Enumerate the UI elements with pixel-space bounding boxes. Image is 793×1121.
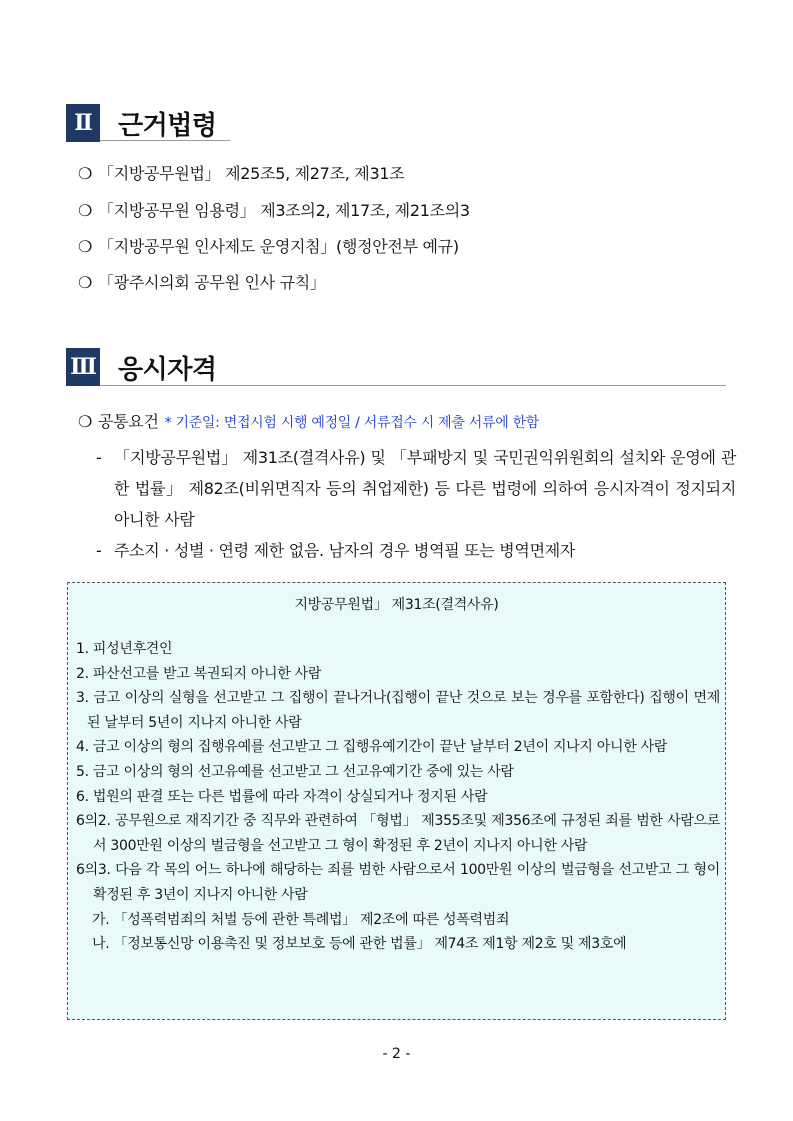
law-item: ❍ 「지방공무원법」 제25조5, 제27조, 제31조: [78, 164, 405, 183]
bullet-circle-icon: ❍: [78, 237, 93, 256]
list-item: 4. 금고 이상의 형의 집행유예를 선고받고 그 집행유예기간이 끝난 날부터 2년이 지나지 아니한 사람: [76, 739, 668, 756]
list-item: 5. 금고 이상의 형의 선고유예를 선고받고 그 선고유예기간 중에 있는 사람: [76, 763, 514, 780]
requirement-item: - 「지방공무원법」 제31조(결격사유) 및 「부패방지 및 국민권익위원회의 설치와 운영에 관한 법률」 제82조(비위면직자 등의 취업제한) 등 다른 법령에 의하여 응시자격이 정지되지 아니한 사람: [96, 442, 736, 535]
list-item: 1. 피성년후견인: [76, 641, 173, 657]
bullet-circle-icon: ❍: [78, 273, 93, 292]
section-3-underline: [100, 385, 726, 386]
list-item: 3. 금고 이상의 실형을 선고받고 그 집행이 끝나거나(집행이 끝난 것으로 보는 경우를 포함한다) 집행이 면제된 날부터 5년이 지나지 아니한 사람: [76, 690, 720, 731]
bullet-circle-icon: ❍: [78, 164, 93, 183]
list-item: 6. 법원의 판결 또는 다른 법률에 따라 자격이 상실되거나 정지된 사람: [76, 788, 488, 805]
list-subitem: 나. 「정보통신망 이용촉진 및 정보보호 등에 관한 법률」 제74조 제1항 제2호 및 제3호에: [92, 936, 627, 953]
disqualification-box: [67, 582, 726, 1020]
law-item: ❍ 「지방공무원 인사제도 운영지침」(행정안전부 예규): [78, 237, 459, 256]
common-requirement-heading: [78, 412, 539, 433]
list-item: 6의3. 다음 각 목의 어느 하나에 해당하는 죄를 범한 사람으로서 100만원 이상의 벌금형을 선고받고 그 형이 확정된 후 3년이 지나지 아니한 사람: [76, 862, 720, 903]
section-3-badge: Ⅲ: [66, 348, 100, 386]
bullet-circle-icon: ❍: [78, 412, 93, 431]
section-2-title: 근거법령: [118, 110, 217, 141]
requirement-item: - 주소지 · 성별 · 연령 제한 없음. 남자의 경우 병역필 또는 병역면제자: [96, 535, 736, 566]
list-item: 2. 파산선고를 받고 복권되지 아니한 사람: [76, 665, 322, 682]
section-2-heading: [66, 104, 216, 142]
dash-marker: -: [96, 541, 102, 560]
list-subitem: 가. 「성폭력범죄의 처벌 등에 관한 특례법」 제2조에 따른 성폭력범죄: [92, 911, 510, 928]
law-item: ❍ 「지방공무원 임용령」 제3조의2, 제17조, 제21조의3: [78, 201, 470, 220]
law-item: ❍ 「광주시의회 공무원 인사 규칙」: [78, 273, 326, 292]
page-number: - 2 -: [382, 1046, 411, 1062]
common-requirement-label: 공통요건: [98, 412, 159, 431]
dash-marker: -: [96, 448, 102, 467]
section-3-heading: [66, 348, 216, 386]
requirement-list: [96, 442, 736, 566]
section-2-badge: Ⅱ: [66, 104, 100, 142]
section-2-underline: [100, 140, 230, 141]
list-item: 6의2. 공무원으로 재직기간 중 직무와 관련하여 「형법」 제355조및 제356조에 규정된 죄를 범한 사람으로서 300만원 이상의 벌금형을 선고받고 그 형이 확정된 후 2년이 지나지 아니한 사람: [76, 813, 720, 854]
reference-date-note: * 기준일: 면접시험 시행 예정일 / 서류접수 시 제출 서류에 한함: [164, 415, 540, 431]
section-3-title: 응시자격: [118, 354, 217, 385]
box-title: 지방공무원법」 제31조(결격사유): [294, 597, 499, 613]
bullet-circle-icon: ❍: [78, 201, 93, 220]
disqualification-list: [76, 637, 720, 957]
